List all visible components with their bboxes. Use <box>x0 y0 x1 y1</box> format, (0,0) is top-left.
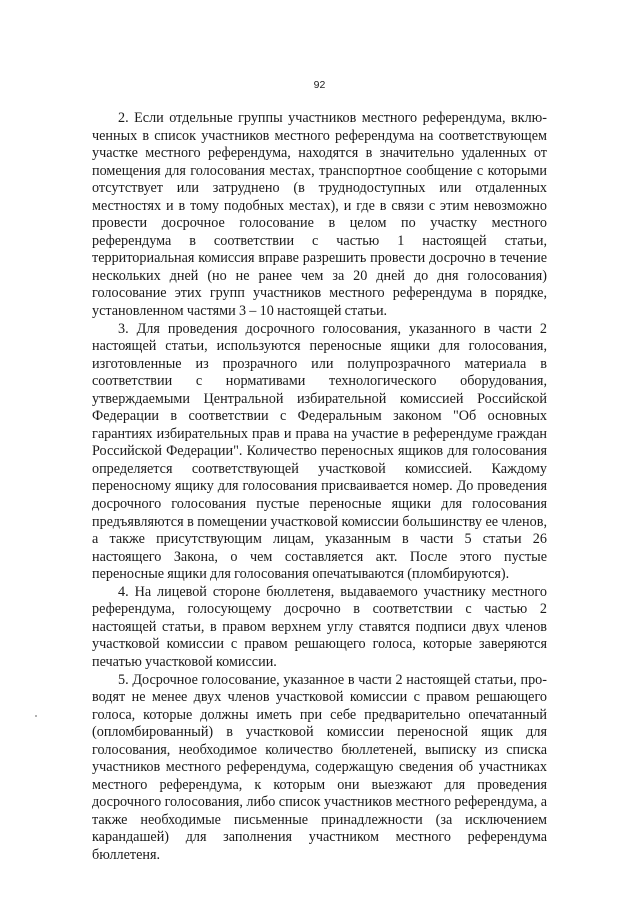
margin-dot <box>35 715 37 717</box>
paragraph-5: 5. Досрочное голосование, указанное в части 2 настоящей статьи, проводят не менее двух членов участковой комиссии с правом решающего голоса, которые должны иметь при себе предварительно опечатанный (опломбированный) в участковой комиссии переносной ящик для голосования, необходимое количество бюллетеней, выписку из списка участников местного референдума, содержащую сведения об участниках местного референдума, к которым они выезжают для проведения досрочного голосования, либо список участников местного референдума, а также необходимые письменные принадлежности (за исключением карандашей) для заполнения участником местного референдума бюллетеня. <box>92 671 547 863</box>
paragraph-3: 3. Для проведения досрочного голосования, указанного в части 2 настоящей статьи, используются переносные ящики для голосования, изготовленные из прозрачного или полупрозрачного материала в соответствии с нормативами технологического оборудования, утверждаемыми Центральной избирательной комиссией Российской Федерации в соответствии с Федеральным законом "Об основных гарантиях избирательных прав и права на участие в референдуме граждан Российской Федерации". Количество переносных ящиков для голосования определяется соответствующей участковой комиссией. Каждому переносному ящику для голосования присваивается номер. До проведения досрочного голосования пустые переносные ящики для голосования предъявляются в помещении участковой комиссии большинству ее членов, а также присутствующим лицам, указанным в части 5 статьи 26 настоящего Закона, о чем составляется акт. После этого пустые переносные ящики для голосования опечатываются (пломбируются). <box>92 320 547 583</box>
paragraph-2: 2. Если отдельные группы участников местного референдума, включенных в список участников местного референдума на соответствующем участке местного референдума, находятся в значительно удаленных от помещения для голосования местах, транспортное сообщение с которыми отсутствует или затруднено (в труднодоступных или отдаленных местностях и в тому подобных местах), и где в связи с этим невозможно провести досрочное голосование в целом по участку местного референдума в соответствии с частью 1 настоящей статьи, территориальная комиссия вправе разрешить провести досрочно в течение нескольких дней (но не ранее чем за 20 дней до дня голосования) голосование этих групп участников местного референдума в порядке, установленном частями 3 – 10 настоящей статьи. <box>92 110 547 320</box>
page-number: 92 <box>313 79 326 91</box>
document-body <box>92 110 547 865</box>
paragraph-4: 4. На лицевой стороне бюллетеня, выдаваемого участнику местного референдума, голосующему досрочно в соответствии с частью 2 настоящей статьи, в правом верхнем углу ставятся подписи двух членов участковой комиссии с правом решающего голоса, которые заверяются печатью участковой комиссии. <box>92 583 547 670</box>
